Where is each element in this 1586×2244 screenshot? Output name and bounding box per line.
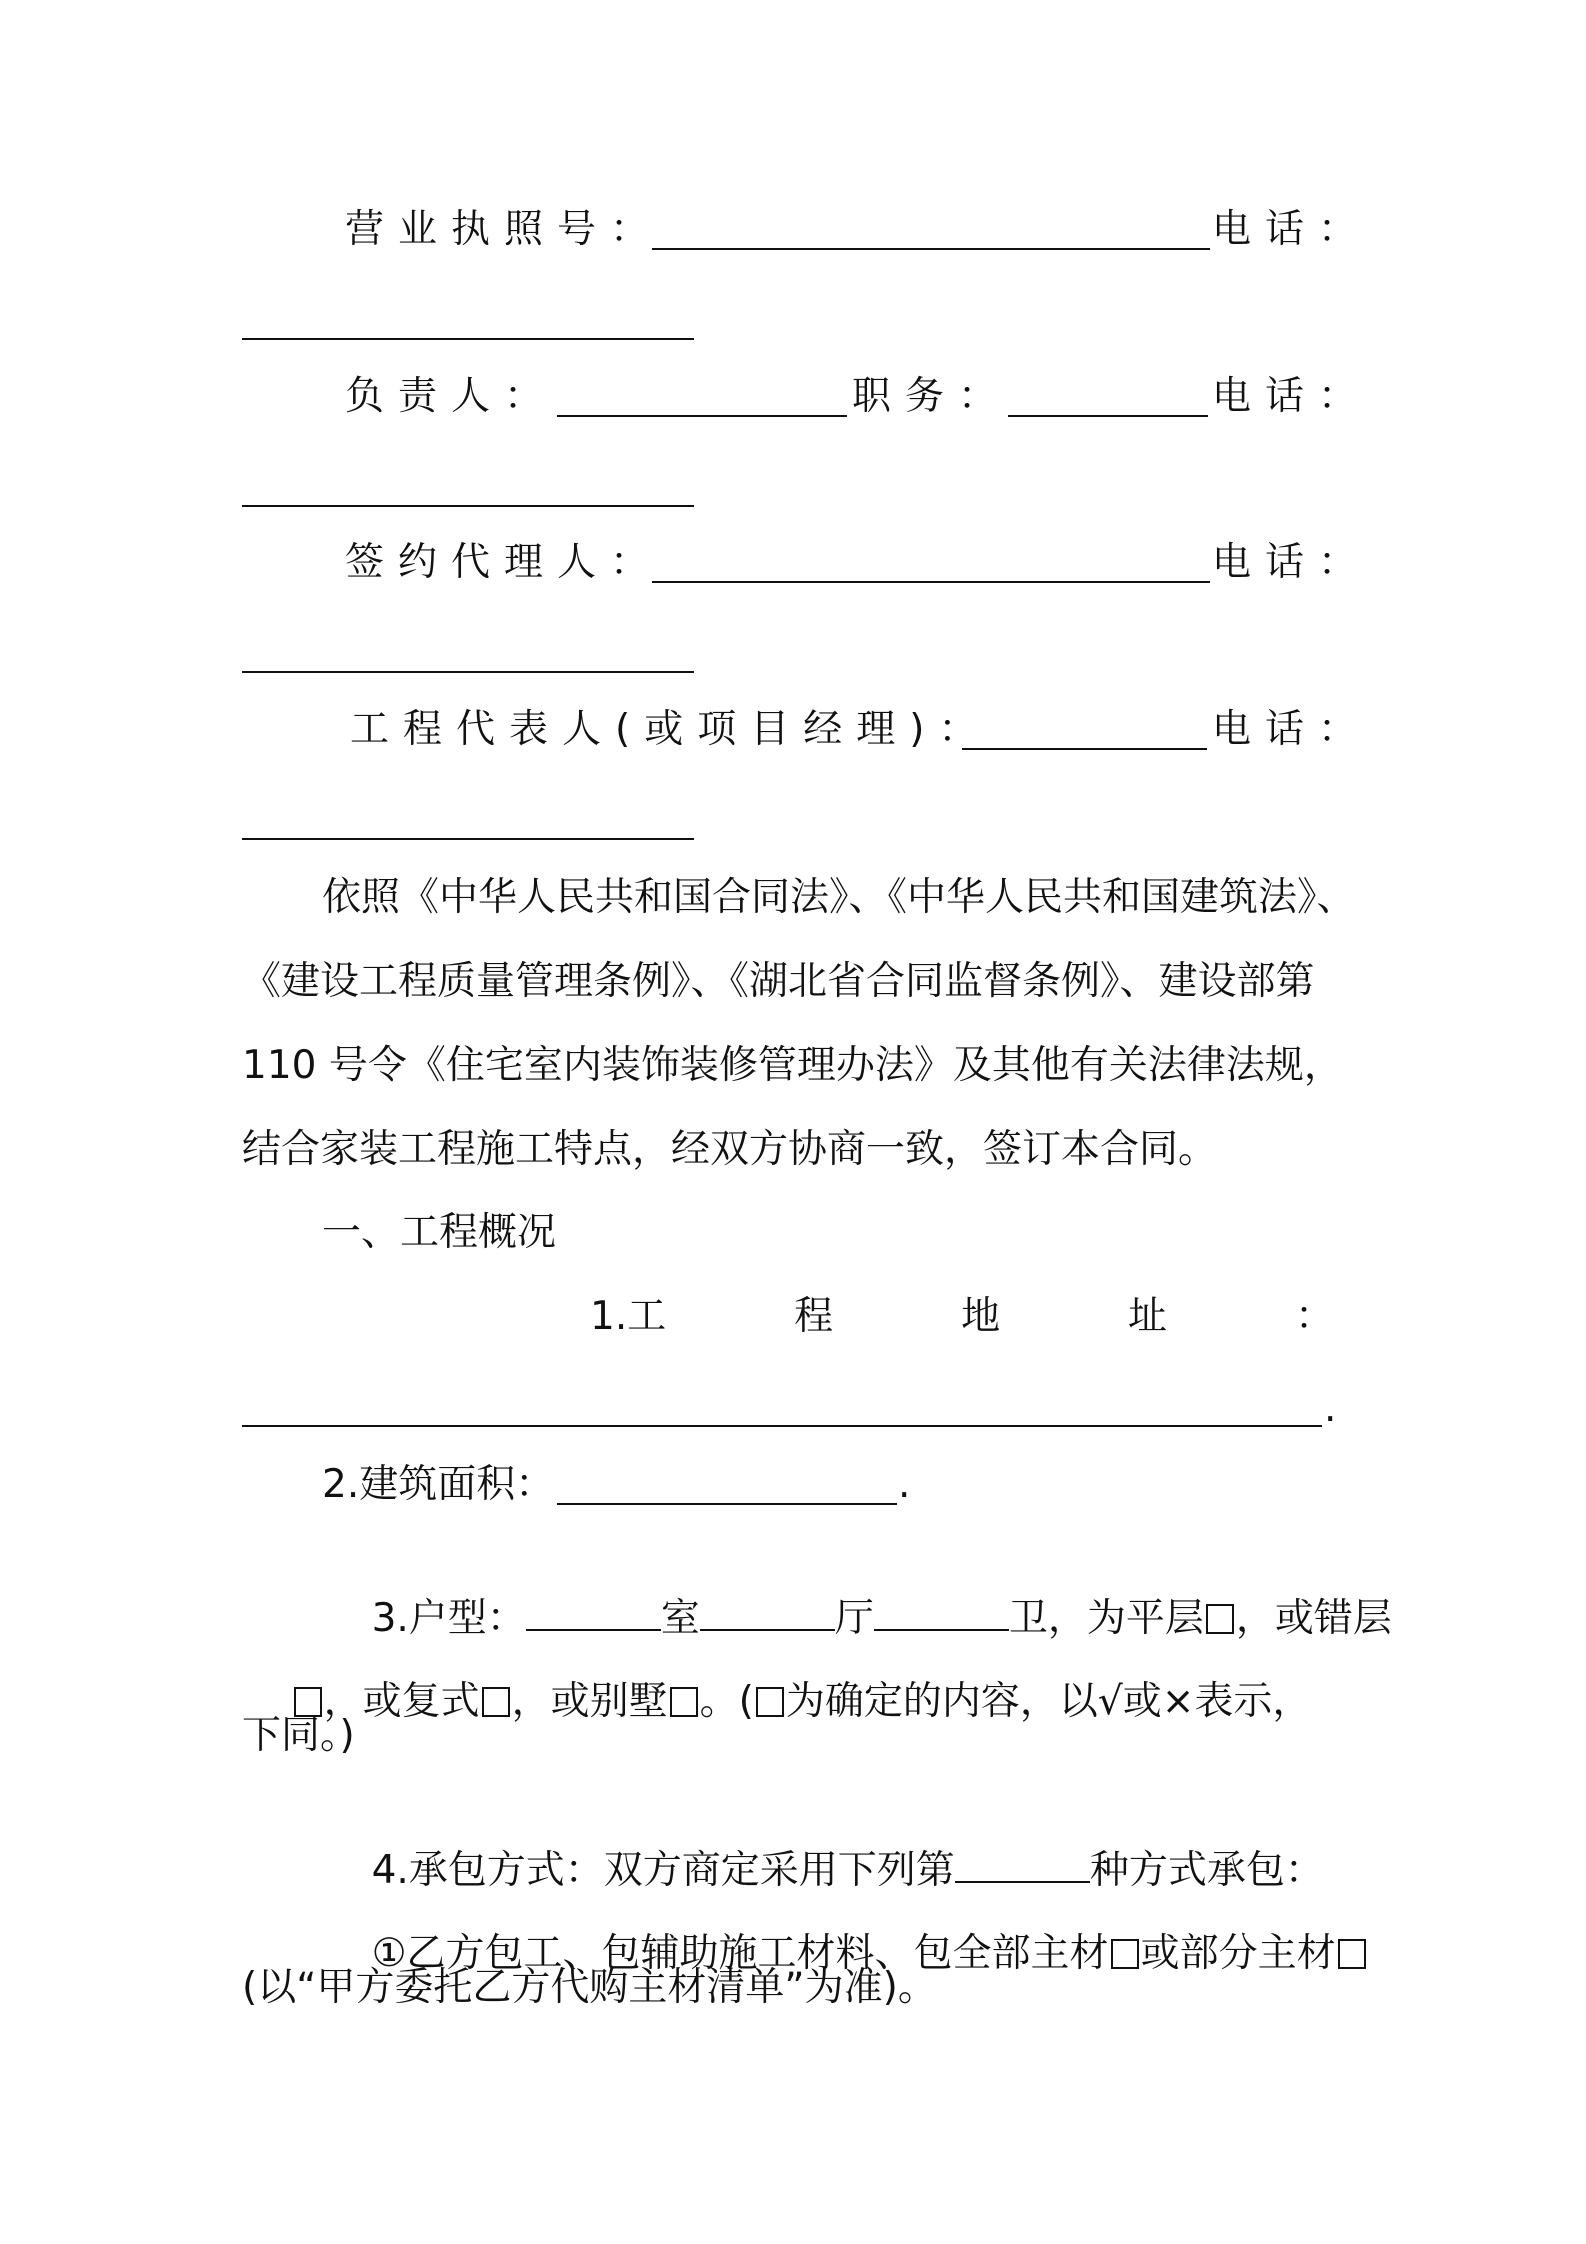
all-main-materials-checkbox[interactable] — [1111, 1939, 1139, 1969]
contract-mode-blank[interactable] — [955, 1845, 1090, 1883]
rep-phone-blank[interactable] — [242, 838, 694, 840]
villa-checkbox[interactable] — [670, 1687, 698, 1717]
room-label: 室 — [660, 1596, 700, 1641]
license-label: 营业执照号： — [345, 207, 664, 252]
layout-row-2 — [242, 1627, 1311, 1777]
preamble-line-2: 《建设工程质量管理条例》、《湖北省合同监督条例》、建设部第 — [242, 959, 1315, 1004]
area-label: 2.建筑面积： — [322, 1462, 555, 1507]
hall-blank[interactable] — [700, 1593, 835, 1631]
bath-label: 卫，为平层 — [1008, 1596, 1204, 1641]
section-heading: 一、工程概况 — [322, 1210, 557, 1255]
agent-phone-blank[interactable] — [242, 671, 694, 673]
contract-mode-label: 4.承包方式：双方商定采用下列第 — [371, 1848, 955, 1893]
license-phone-label: 电话： — [1212, 207, 1372, 252]
preamble-line-3: 110 号令《住宅室内装饰装修管理办法》及其他有关法律法规， — [242, 1043, 1343, 1088]
contract-mode-suffix: 种方式承包： — [1089, 1848, 1324, 1893]
duplex-checkbox[interactable] — [482, 1687, 510, 1717]
layout-label: 3.户型： — [371, 1596, 526, 1641]
license-blank[interactable] — [652, 248, 1210, 250]
rep-phone-label: 电话： — [1212, 707, 1372, 752]
rep-blank[interactable] — [962, 748, 1207, 750]
bath-blank[interactable] — [874, 1593, 1009, 1631]
address-char-1: 1.工 — [590, 1294, 667, 1339]
principal-blank[interactable] — [557, 415, 847, 417]
address-char-3: 地 — [961, 1294, 1001, 1339]
agent-phone-label: 电话： — [1212, 540, 1372, 585]
area-blank[interactable] — [557, 1503, 897, 1505]
address-end: . — [1324, 1386, 1337, 1431]
note-checkbox-symbol — [756, 1687, 784, 1717]
note-end: 下同。) — [242, 1713, 355, 1758]
area-end: . — [898, 1462, 911, 1507]
note-open: 。( — [699, 1679, 754, 1724]
position-label: 职务： — [852, 374, 1012, 419]
agent-blank[interactable] — [652, 581, 1210, 583]
or-duplex-label: ，或复式 — [323, 1679, 480, 1724]
or-split-label: ，或错层 — [1235, 1596, 1392, 1641]
or-villa-label: ，或别墅 — [511, 1679, 668, 1724]
preamble-line-4: 结合家装工程施工特点，经双方协商一致，签订本合同。 — [242, 1127, 1218, 1172]
address-label-row — [590, 1292, 1334, 1342]
option-1-text: ①乙方包工、包辅助施工材料、包全部主材 — [371, 1931, 1109, 1976]
partial-main-materials-checkbox[interactable] — [1338, 1939, 1366, 1969]
rep-label: 工程代表人(或项目经理)： — [350, 707, 992, 752]
hall-label: 厅 — [834, 1596, 874, 1641]
agent-label: 签约代理人： — [345, 540, 664, 585]
address-char-2: 程 — [794, 1294, 834, 1339]
preamble-line-1: 依照《中华人民共和国合同法》、《中华人民共和国建筑法》、 — [322, 875, 1356, 920]
position-blank[interactable] — [1008, 415, 1208, 417]
option-1-note: (以“甲方委托乙方代购主材清单”为准)。 — [242, 1965, 937, 2010]
principal-label: 负责人： — [345, 374, 558, 419]
address-char-5: ： — [1294, 1294, 1334, 1339]
address-char-4: 址 — [1128, 1294, 1168, 1339]
principal-phone-label: 电话： — [1212, 374, 1372, 419]
principal-phone-blank[interactable] — [242, 505, 694, 507]
room-blank[interactable] — [526, 1593, 661, 1631]
license-phone-blank[interactable] — [242, 338, 694, 340]
note-text: 为确定的内容，以√或×表示， — [785, 1679, 1312, 1724]
option-1-partial: 或部分主材 — [1140, 1931, 1336, 1976]
address-blank[interactable] — [242, 1425, 1322, 1427]
